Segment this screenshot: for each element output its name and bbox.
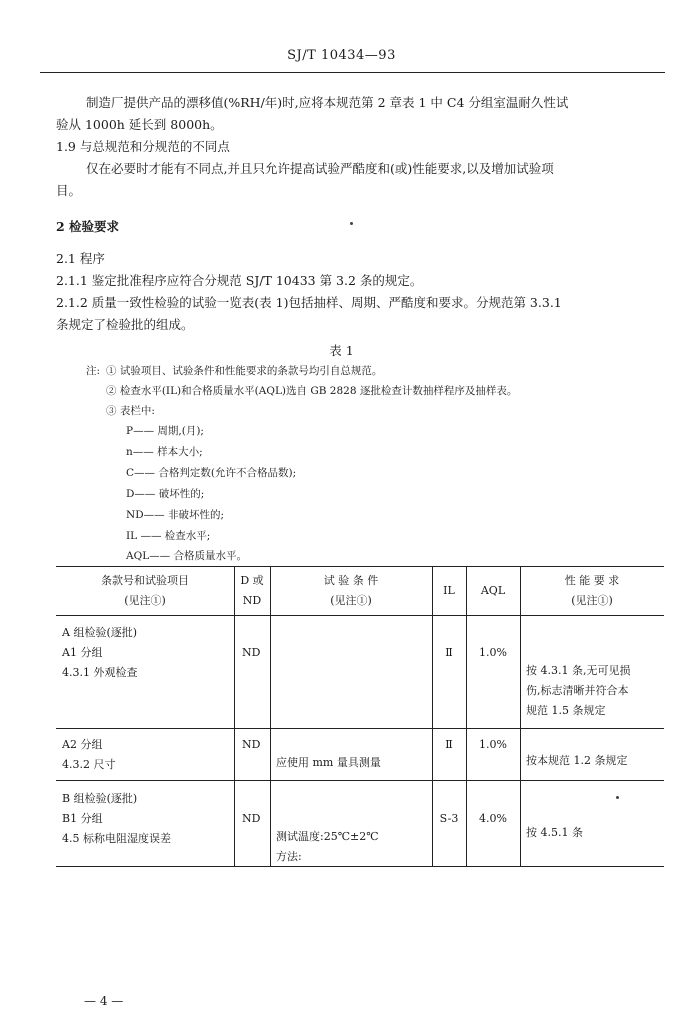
col-header-performance-note: (见注①) xyxy=(571,594,613,607)
table-col-rule xyxy=(234,566,235,866)
row-il: S-3 xyxy=(439,812,459,825)
row-performance-line: 按 4.5.1 条 xyxy=(526,826,583,839)
row-aql: 1.0% xyxy=(479,738,507,751)
row-performance-line: 伤,标志清晰并符合本 xyxy=(526,684,629,697)
table-caption: 表 1 xyxy=(329,343,354,358)
row-il: Ⅱ xyxy=(445,646,453,659)
table-header-rule xyxy=(56,615,664,616)
section-2-heading: 2 检验要求 xyxy=(56,219,120,234)
note-2: ② 检查水平(IL)和合格质量水平(AQL)选自 GB 2828 逐批检查计数抽样程序及抽样表。 xyxy=(106,385,518,397)
col-header-dnd-2: ND xyxy=(242,594,262,607)
clause-2-1-2-line-2: 条规定了检验批的组成。 xyxy=(56,317,194,332)
row-clause-line: B 组检验(逐批) xyxy=(62,792,138,805)
row-performance-line: 按本规范 1.2 条规定 xyxy=(526,754,628,767)
note-def: ND—— 非破坏性的; xyxy=(126,509,224,521)
row-clause-line: A2 分组 xyxy=(62,738,103,751)
row-aql: 1.0% xyxy=(479,646,507,659)
row-condition-line: 测试温度:25℃±2℃ xyxy=(276,830,379,843)
note-def: n—— 样本大小; xyxy=(126,446,203,458)
intro-line-1: 制造厂提供产品的漂移值(%RH/年)时,应将本规范第 2 章表 1 中 C4 分组室温耐久性试 xyxy=(86,95,569,110)
col-header-condition: 试 验 条 件 xyxy=(323,574,379,587)
row-performance-line: 按 4.3.1 条,无可见损 xyxy=(526,664,631,677)
col-header-dnd: D 或 xyxy=(240,574,264,587)
row-clause-line: 4.3.2 尺寸 xyxy=(62,758,116,771)
section-2-1-heading: 2.1 程序 xyxy=(56,251,105,266)
section-1-9-heading: 1.9 与总规范和分规范的不同点 xyxy=(56,139,230,154)
intro-line-2: 验从 1000h 延长到 8000h。 xyxy=(56,117,223,132)
col-header-clause-note: (见注①) xyxy=(124,594,166,607)
standard-number: SJ/T 10434—93 xyxy=(287,48,396,63)
table-col-rule xyxy=(520,566,521,866)
row-condition-line: 应使用 mm 量具测量 xyxy=(276,756,381,769)
note-def: IL —— 检查水平; xyxy=(126,530,211,542)
row-clause-line: B1 分组 xyxy=(62,812,103,825)
row-performance-line: 规范 1.5 条规定 xyxy=(526,704,606,717)
note-def: D—— 破坏性的; xyxy=(126,488,205,500)
table-bottom-rule xyxy=(56,866,664,867)
row-clause-line: 4.5 标称电阻湿度误差 xyxy=(62,832,171,845)
note-1: ① 试验项目、试验条件和性能要求的条款号均引自总规范。 xyxy=(106,365,383,377)
table-row-rule xyxy=(56,728,664,729)
header-rule xyxy=(40,72,665,73)
col-header-performance: 性 能 要 求 xyxy=(564,574,620,587)
row-condition-line: 方法: xyxy=(276,850,302,863)
note-def: P—— 周期,(月); xyxy=(126,425,204,437)
row-il: Ⅱ xyxy=(445,738,453,751)
section-1-9-line-1: 仅在必要时才能有不同点,并且只允许提高试验严酷度和(或)性能要求,以及增加试验项 xyxy=(86,161,554,176)
note-def: C—— 合格判定数(允许不合格品数); xyxy=(126,467,297,479)
row-aql: 4.0% xyxy=(479,812,507,825)
note-def: AQL—— 合格质量水平。 xyxy=(126,550,248,562)
clause-2-1-2-line-1: 2.1.2 质量一致性检验的试验一览表(表 1)包括抽样、周期、严酷度和要求。分规范第 3.3.1 xyxy=(56,295,562,310)
table-top-rule xyxy=(56,566,664,567)
clause-2-1-1: 2.1.1 鉴定批准程序应符合分规范 SJ/T 10433 第 3.2 条的规定。 xyxy=(56,273,423,288)
col-header-clause: 条款号和试验项目 xyxy=(101,574,189,587)
table-col-rule xyxy=(270,566,271,866)
table-row-rule xyxy=(56,780,664,781)
row-clause-line: A1 分组 xyxy=(62,646,103,659)
notes-prefix: 注: xyxy=(86,365,101,377)
page-number: — 4 — xyxy=(84,994,124,1008)
section-1-9-line-2: 目。 xyxy=(56,183,82,198)
note-3: ③ 表栏中: xyxy=(106,405,155,417)
row-dnd: ND xyxy=(242,738,261,751)
scan-speck xyxy=(350,222,353,225)
col-header-condition-note: (见注①) xyxy=(330,594,372,607)
col-header-il: IL xyxy=(443,584,455,597)
row-clause-line: 4.3.1 外观检查 xyxy=(62,666,138,679)
scan-speck xyxy=(616,796,619,799)
col-header-aql: AQL xyxy=(480,584,506,597)
row-dnd: ND xyxy=(242,812,261,825)
row-clause-line: A 组检验(逐批) xyxy=(62,626,138,639)
row-dnd: ND xyxy=(242,646,261,659)
